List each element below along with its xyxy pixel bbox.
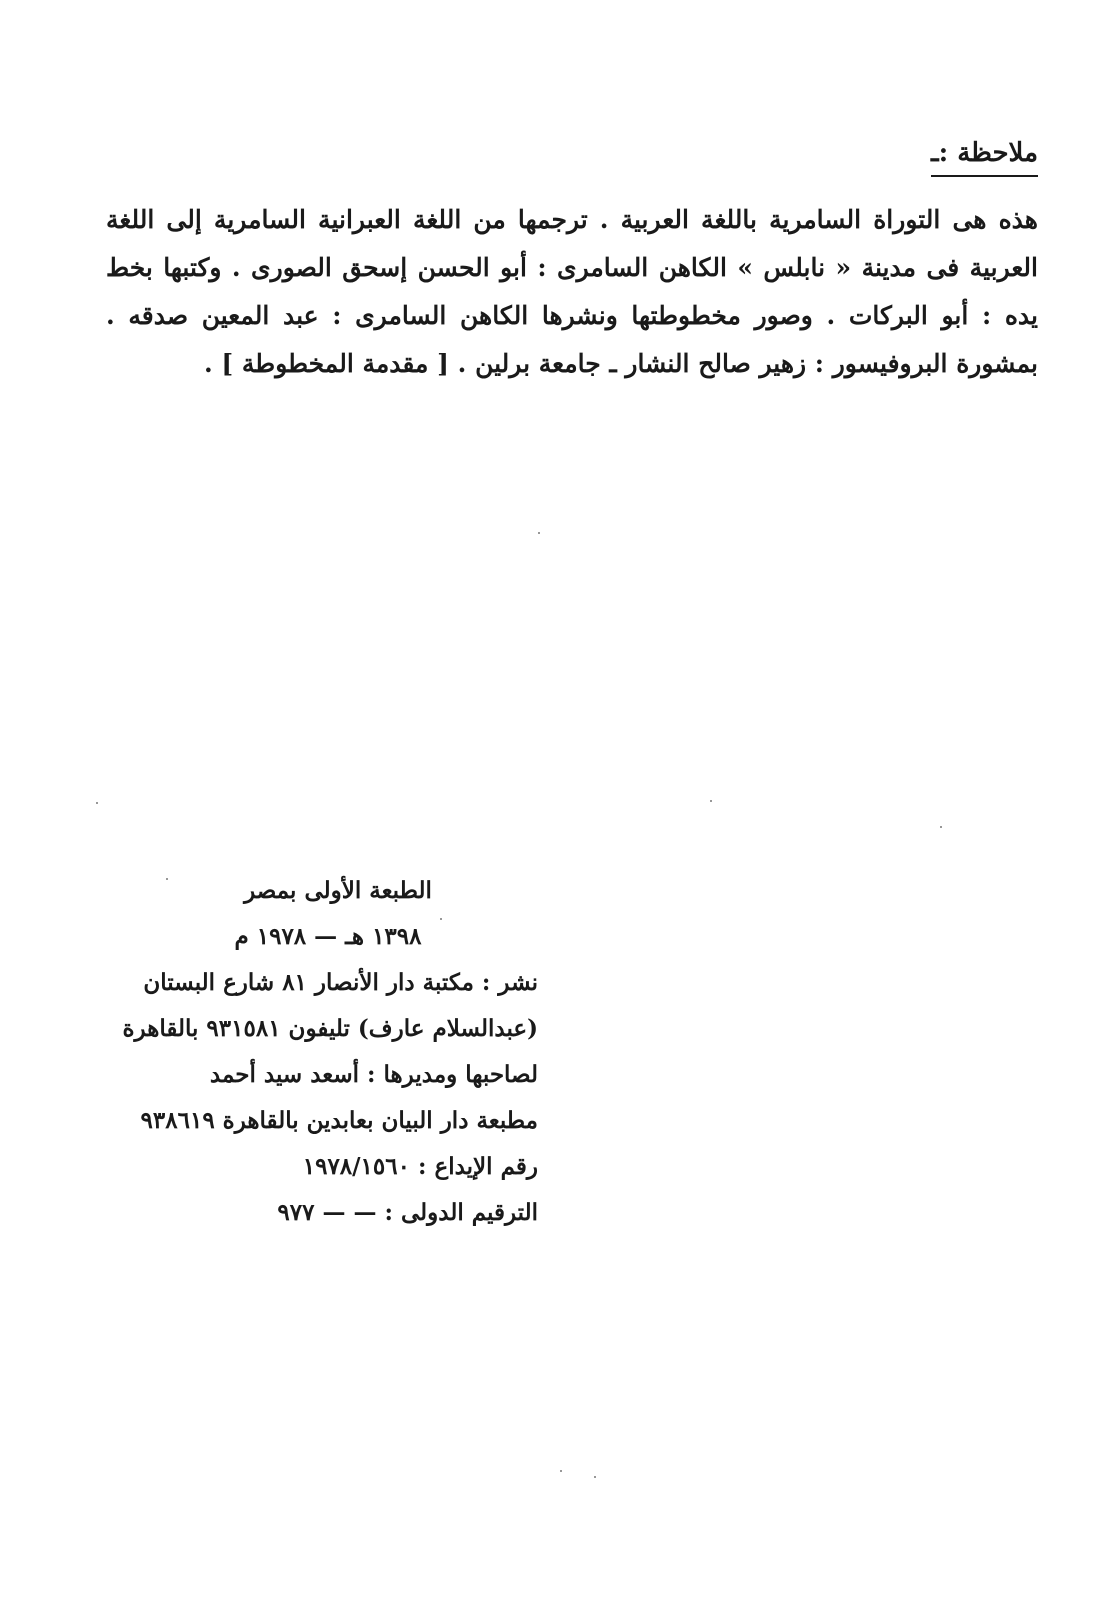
scan-speck [166,878,168,880]
scan-speck [538,532,540,534]
isbn-line: الترقيم الدولى : — — ٩٧٧ [277,1199,538,1226]
publisher-line-2: (عبدالسلام عارف) تليفون ٩٣١٥٨١ بالقاهرة [122,1015,538,1042]
publisher-line-1: نشر : مكتبة دار الأنصار ٨١ شارع البستان [143,969,538,996]
scan-speck [560,1470,562,1472]
scan-speck [440,918,442,920]
publisher-line-3: لصاحبها ومديرها : أسعد سيد أحمد [209,1061,538,1088]
colophon [78,868,538,1236]
scan-speck [940,826,942,828]
publication-dates: ١٣٩٨ هـ — ١٩٧٨ م [234,923,422,950]
note-heading: ملاحظة :ـ [931,138,1038,177]
printer-line: مطبعة دار البيان بعابدين بالقاهرة ٩٣٨٦١٩ [140,1107,538,1134]
scan-speck [710,800,712,802]
deposit-number: رقم الإيداع : ١٩٧٨/١٥٦٠ [302,1153,538,1180]
edition-line: الطبعة الأولى بمصر [244,877,432,904]
scan-speck [96,802,98,804]
note-paragraph-block [106,196,1038,388]
note-paragraph: هذه هى التوراة السامرية باللغة العربية . ترجمها من اللغة العبرانية السامرية إلى اللغة العربية فى مدينة « نابلس » الكاهن السامرى : أبو الحسن إسحق الصورى . وكتبها بخط يده : أبو البركات . وصور مخطوطتها ونشرها الكاهن السامرى : عبد المعين صدقه . بمشورة البروفيسور : زهير صالح النشار ـ جامعة برلين . [ مقدمة المخطوطة ] . [106,205,1038,378]
scan-speck [594,1476,596,1478]
